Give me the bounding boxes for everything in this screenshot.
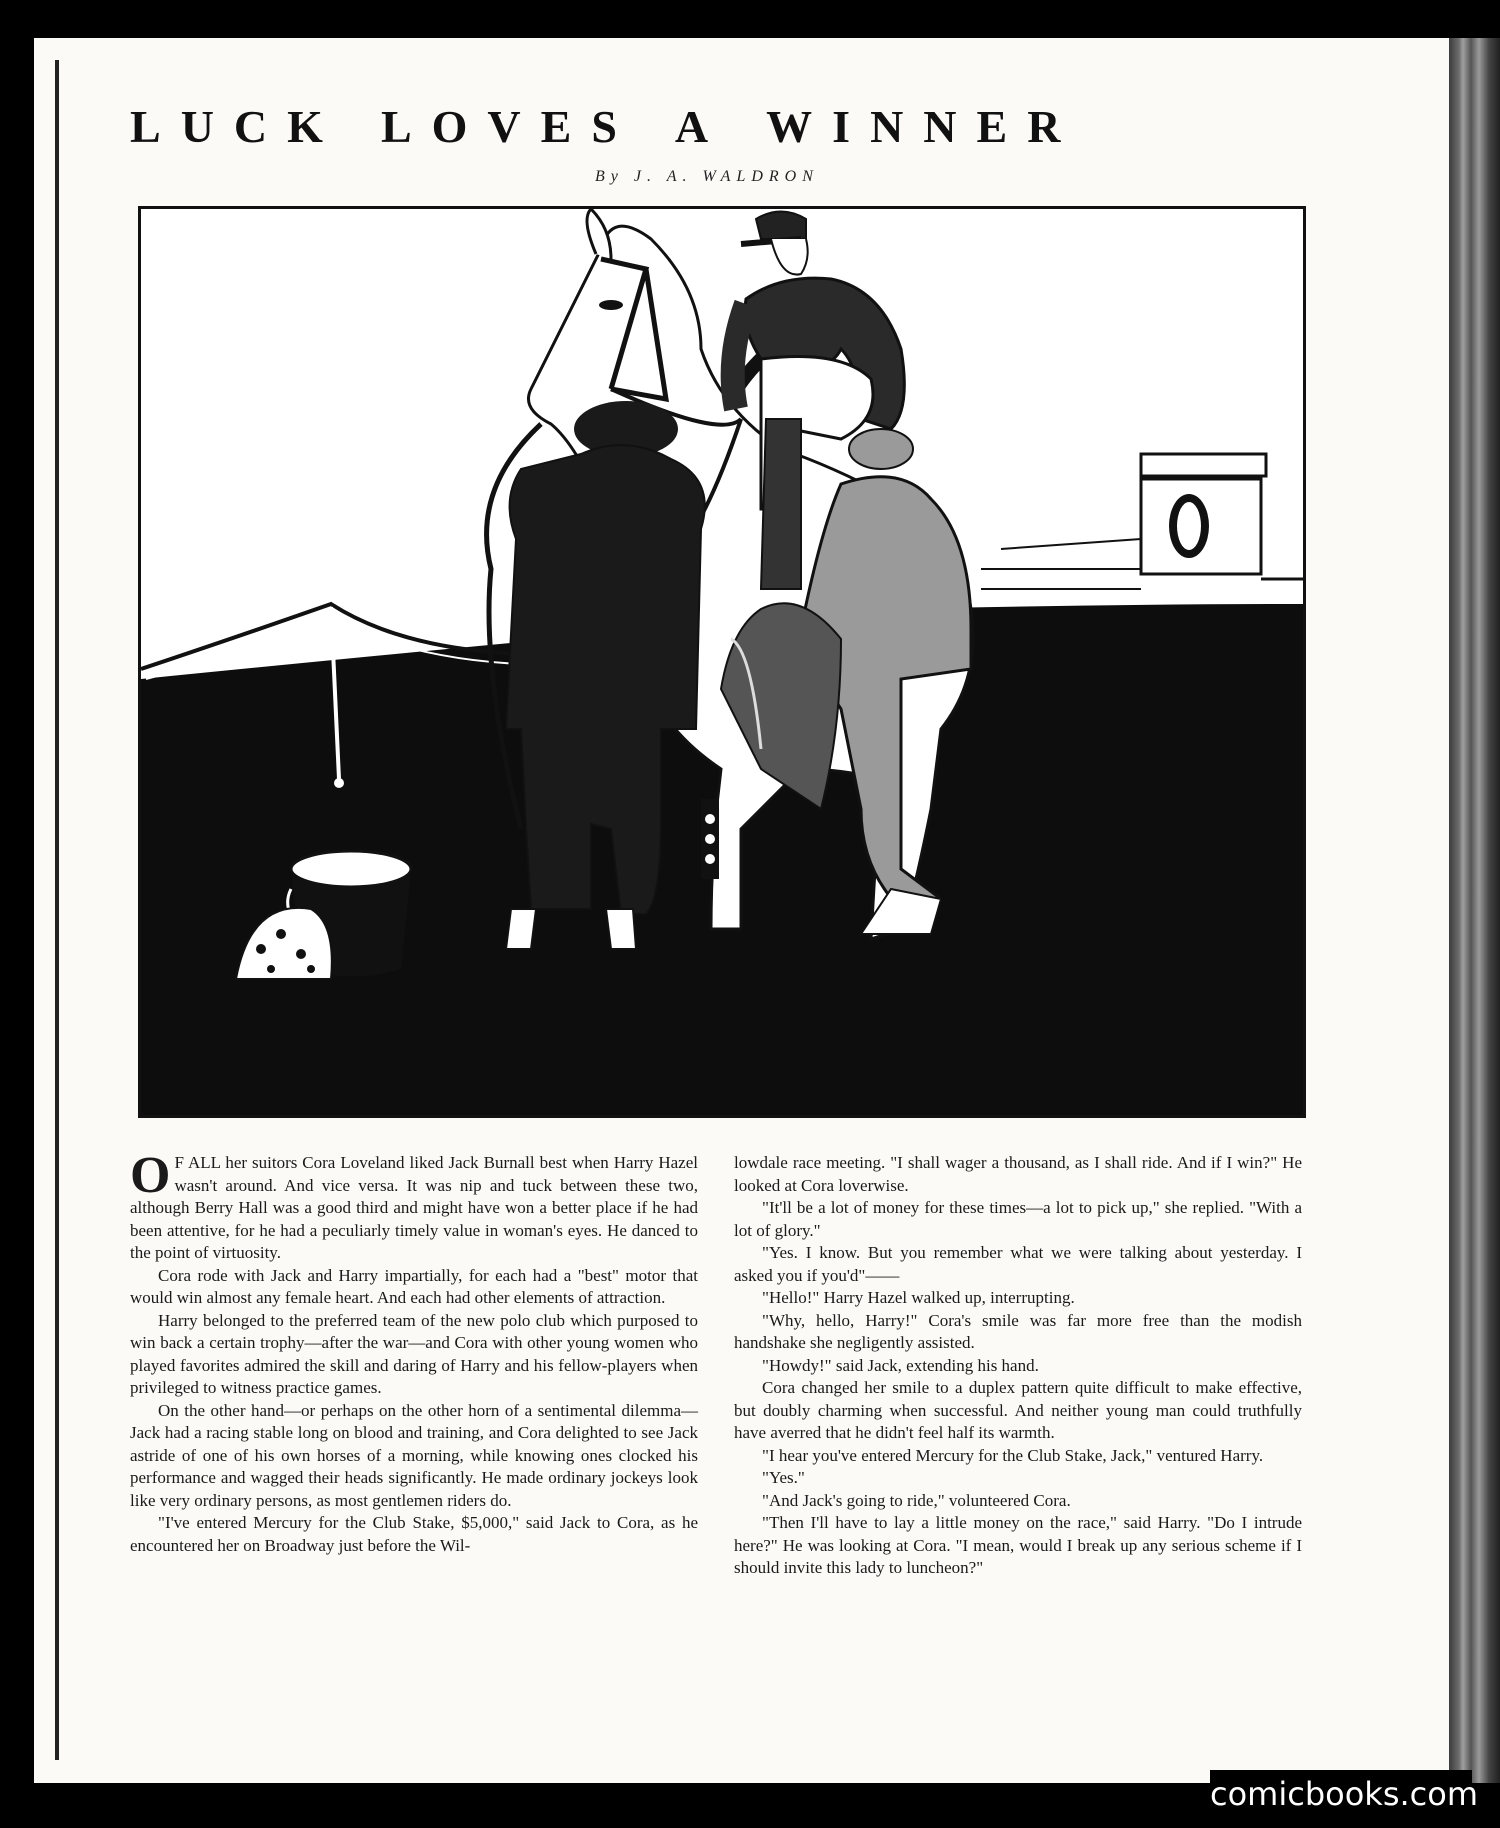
page-edge [55, 60, 59, 1760]
title-letter: V [487, 101, 541, 152]
paragraph: "It'll be a lot of money for these times—a lot to pick up," she replied. "With a lot of glory." [734, 1198, 1302, 1240]
paragraph: lowdale race meeting. "I shall wager a thousand, as I shall ride. And if I win?" He looked at Cora loverwise. [734, 1153, 1302, 1195]
title-letter: N [870, 101, 924, 152]
title-letter: E [976, 101, 1028, 152]
paragraph: Harry belonged to the preferred team of the new polo club which purposed to win back a certain trophy—after the war—and Cora with other young women who played favorites admired the skill and daring of Harry and his fellow-players when privileged to witness practice games. [130, 1310, 698, 1397]
title-letter: N [923, 101, 977, 152]
story-illustration [138, 206, 1306, 1118]
paragraph: "I hear you've entered Mercury for the Club Stake, Jack," ventured Harry. [762, 1445, 1264, 1465]
title-letter: K [287, 101, 343, 152]
jockey-horse-illustration-icon [141, 209, 1303, 1115]
title-letter: A [674, 101, 729, 152]
paragraph: O F ALL her suitors Cora Loveland liked Jack Burnall best when Harry Hazel wasn't around. And vice versa. It was nip and tuck between these two, although Berry Hall was a good third and might have won a better place if he had been attentive, for he had a peculiarly timely value in woman's eyes. He danced to the point of virtuosity. [130, 1147, 698, 1262]
paragraph: "Hello!" Harry Hazel walked up, interrupting. [762, 1288, 1075, 1307]
title-letter: O [431, 101, 488, 152]
byline: By J. A. WALDRON [595, 168, 819, 185]
title-letter: L [380, 101, 432, 152]
title-letter: E [540, 101, 592, 152]
left-text-column [130, 1147, 698, 1557]
title-letter: L [130, 101, 181, 152]
title-letter: W [766, 101, 833, 152]
paragraph: "Then I'll have to lay a little money on the race," said Harry. "Do I intrude here?" He was looking at Cora. "I mean, would I break up any serious scheme if I should invite this lady to luncheon?" [734, 1513, 1302, 1577]
paragraph: "And Jack's going to ride," volunteered Cora. [762, 1490, 1071, 1510]
paragraph: "I've entered Mercury for the Club Stake, $5,000," said Jack to Cora, as he encountered her on Broadway just before the Wil- [130, 1513, 698, 1555]
paragraph: Cora rode with Jack and Harry impartially, for each had a "best" motor that would win almost any female heart. And each had other elements of attraction. [130, 1265, 698, 1307]
paragraph: Cora changed her smile to a duplex pattern quite difficult to make effective, but doubly charming when successful. And neither young man could truthfully have averred that he didn't feel half its warmth. [734, 1378, 1302, 1442]
paragraph: "Howdy!" said Jack, extending his hand. [762, 1355, 1039, 1375]
title-letter [728, 100, 766, 153]
watermark: comicbooks.com [1210, 1770, 1472, 1818]
paragraph: On the other hand—or perhaps on the other horn of a sentimental dilemma—Jack had a racing stable long on blood and training, and Cora delighted to see Jack astride of one of his own horses of a morning, while knowing ones clocked his performance and wagged their heads significantly. He made ordinary jockeys look like very ordinary persons, as most gentlemen riders do. [130, 1400, 698, 1510]
title-letter: S [591, 101, 637, 152]
paragraph: "Yes." [762, 1468, 805, 1487]
paragraph: "Yes. I know. But you remember what we were talking about yesterday. I asked you if you'd"—— [734, 1243, 1302, 1285]
title-letter [637, 100, 675, 153]
title-letter: C [233, 101, 288, 152]
book-spine [1449, 38, 1500, 1783]
drop-cap: O [130, 1147, 171, 1204]
title-letter: R [1027, 101, 1081, 152]
paragraph: "Why, hello, Harry!" Cora's smile was far more free than the modish handshake she negligently assisted. [734, 1310, 1302, 1352]
story-title [130, 100, 1310, 170]
right-text-column [734, 1152, 1302, 1580]
title-letter [343, 100, 381, 153]
title-letter: I [832, 101, 871, 152]
title-letter: U [180, 101, 234, 152]
